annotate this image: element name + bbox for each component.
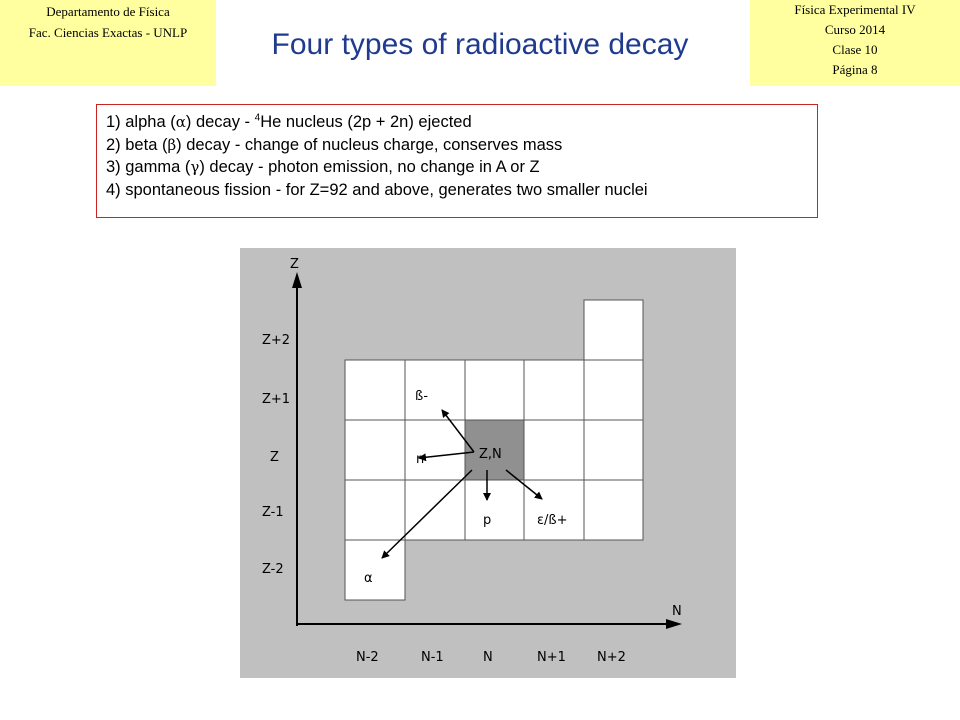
row-label-z-plus-1: Z+1 [262,392,291,407]
item-text: ) decay - [185,113,255,131]
item-text: ) decay - change of nucleus charge, conserves mass [176,135,563,154]
cell-alpha-daughter [345,540,405,600]
cell [524,360,584,420]
row-label-z-minus-1: Z-1 [262,505,284,520]
cell [524,420,584,480]
col-label-n-minus-2: N-2 [356,650,379,665]
col-label-n-plus-1: N+1 [537,650,566,665]
n-axis-arrowhead [666,619,682,629]
nuclide-chart-diagram [240,248,736,678]
cell [345,420,405,480]
alpha-symbol: α [175,113,186,131]
parent-nucleus-label: Z,N [479,447,502,462]
proton-label: p [483,513,492,528]
cell [584,480,643,540]
alpha-label: α [364,571,373,586]
z-axis-label: Z [290,257,299,272]
header-left-box [0,0,216,86]
faculty-label: Fac. Ciencias Exactas - UNLP [28,25,188,40]
cell [465,360,524,420]
beta-symbol: β [167,135,177,154]
item-text: 2) beta ( [106,135,168,154]
col-label-n: N [483,650,493,665]
ec-beta-plus-label: ε/ß+ [537,513,568,528]
n-axis-label: N [672,604,682,619]
gamma-symbol: γ [190,158,200,176]
course-name-label: Física Experimental IV [794,2,916,17]
z-axis-arrowhead [292,272,302,288]
cell [405,480,465,540]
item-text: 1) alpha ( [106,113,176,131]
item-text: He nucleus (2p + 2n) ejected [260,113,472,131]
list-item-alpha [106,111,817,134]
class-number-label: Clase 10 [832,42,878,57]
cell [465,480,524,540]
nuclide-chart-svg [240,248,736,678]
course-year-label: Curso 2014 [824,22,886,37]
department-label: Departamento de Física [46,4,170,19]
cell [345,360,405,420]
beta-minus-label: ß- [415,389,429,404]
row-label-z-minus-2: Z-2 [262,562,284,577]
cell-top-right [584,300,643,360]
row-label-z: Z [270,450,279,465]
cell [345,480,405,540]
cell [584,360,643,420]
col-label-n-plus-2: N+2 [597,650,626,665]
page-number-label: Página 8 [832,62,878,77]
list-item-fission: 4) spontaneous fission - for Z=92 and above, generates two smaller nuclei [106,180,648,199]
neutron-label: n [416,452,425,467]
list-item-gamma [106,156,817,179]
list-item-beta [106,134,817,157]
cell [584,420,643,480]
col-label-n-minus-1: N-1 [421,650,444,665]
item-text: 3) gamma ( [106,158,191,176]
item-text: ) decay - photon emission, no change in A or Z [199,158,540,176]
slide-title: Four types of radioactive decay [271,28,689,61]
cell [405,360,465,420]
mass-number-superscript: 4 [254,112,261,124]
row-label-z-plus-2: Z+2 [262,333,291,348]
header-right-box [750,0,960,86]
decay-types-list [96,104,818,218]
cell [524,480,584,540]
